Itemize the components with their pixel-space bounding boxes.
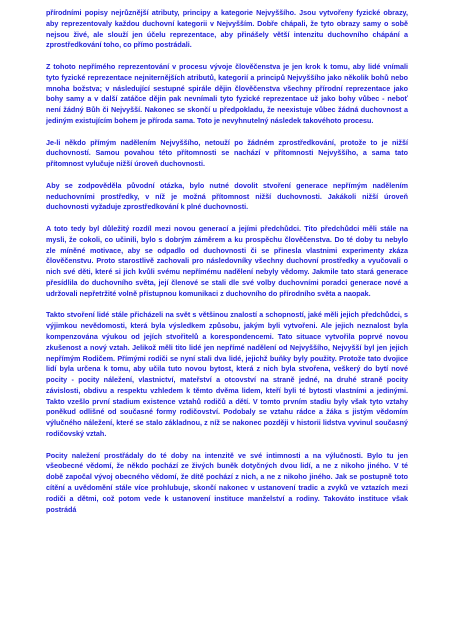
paragraph-4: Aby se zodpověděla původní otázka, bylo nutné dovolit stvoření generace nepřímým nadělením neduchovními prostředky, v níž je možná přítomnost nižší duchovnosti. Jakákoli nižší úroveň duchovnosti vyžaduje zprostředkování k plné duchovnosti. [46, 180, 408, 212]
paragraph-1: přírodními popisy nejrůznější atributy, principy a kategorie Nejvyššího. Jsou vytvořeny fyzické obrazy, aby reprezentovaly každou duchovní kategorii v Nejvyšším. Dobře chápali, že tyto obrazy samy o sobě nejsou živé, ale slouží jen účelu reprezentace, aby přinášely větší intenzitu duchovního chápání a zprostředkování toho, co přímo postrádali. [46, 8, 408, 50]
paragraph-2: Z tohoto nepřímého reprezentování v procesu vývoje člověčenstva je jen krok k tomu, aby lidé vnímali tyto fyzické reprezentace nejniternějších atributů, kategorií a principů Nejvyššího jako několik bohů nebo mnoha božstva; v následující sestupné spirále dějin člověčenstva všechny přírodní reprezentace jako bohy samy a v další zatáčce dějin pak nevnímali tyto fyzické reprezentace už jako bohy vůbec - neboť není žádný Bůh či Nejvyšší. Nakonec se skončí u předpokladu, že neexistuje vůbec žádná duchovnost a jediným existujícím bohem je příroda sama. Toto je nevyhnutelný následek takovéhoto procesu. [46, 61, 408, 125]
paragraph-7: Pocity naležení prostřádaly do té doby na intenzitě ve své intimnosti a na výlučnosti. Bylo tu jen všeobecné vědomí, že někdo pochází ze živých buněk dotyčných dvou lidí, a ne z nikoho jiného. V té době započal vývoj obecného vědomí, že dítě pochází z nich, a ne z nikoho jiného. Jak se postupně toto cítění a uvědomění stále více prohlubuje, skončí nakonec v ustanovení tradic a zvyků ve vztazích mezi rodiči a dětmi, což potom vede k ustanovení instituce manželství a rodiny. Takováto instituce však postrádá [46, 450, 408, 514]
paragraph-6: Takto stvoření lidé stále přicházeli na svět s většinou znalostí a schopností, jaké měli jejich předchůdci, s výjimkou nevědomosti, která byla výsledkem způsobu, jakým byli vytvořeni. Ale jejich neznalost byla kompenzována výukou od jejích stvořitelů a korespondencemi. Tato situace vytvořila poprvé novou zkušenost a nový vztah. Jelikož měli tito lidé jen nepřímé nadělení od Nejvyššího, Nejvyšší byl jen jejich nepřímým Rodičem. Přímými rodiči se nyní stali dva lidé, jejichž buňky byly použity. Protože tato dvojice lidí byla určena k tomu, aby učila tuto novou bytost, která z nich byla stvořena, veškerý do bytí nové pocity - pocity náležení, vlastnictví, mateřství a otcovství na straně jedné, na druhé straně pocity závislosti, obdivu a respektu vzhledem k těmto dvěma lidem, kteří byli té bytosti vlastními a jedinými. Takto vzešlo první stadium existence vztahů rodičů a dětí. V tomto prvním stadiu byly však tyto vztahy poněkud odlišné od současné formy rodičovství. Podobaly se vztahu rádce a žáka s jistým vědomím výlučného náležení, které se stalo základnou, z níž se nakonec později v historii lidstva vyvinul současný rodičovský vztah. [46, 310, 408, 439]
document-page [46, 8, 408, 515]
paragraph-3: Je-li někdo přímým nadělením Nejvyššího, netouží po žádném zprostředkování, protože to je nižší duchovností. Samou povahou této přítomnosti se nachází v přítomnosti Nejvyššího, a sama tato přítomnost vylučuje nižší úroveň duchovnosti. [46, 137, 408, 169]
paragraph-5: A toto tedy byl důležitý rozdíl mezi novou generací a jejími předchůdci. Tito předchůdci měli stále na mysli, že cokoli, co učinili, bylo s dobrým záměrem a ku prospěchu člověčenstva. Do té doby tu nebylo zle míněné motivace, aby se odpadlo od duchovnosti či se přinesla vlastnimi experimenty zkáza člověčenstvu. Proto starostlivě zachovali pro následovníky všechny duchovní prostředky a vyučovali o nich své děti, které si jich kvůli svému nepřímému nadělení nebyly vědomy. Jakmile tato stará generace přesídlila do duchovního světa, její členové se stali dle své volby duchovními poradci generace nové a udržovali nepřetržité volně přístupnou komunikaci z duchovního do přírodního světa a naopak. [46, 223, 408, 298]
